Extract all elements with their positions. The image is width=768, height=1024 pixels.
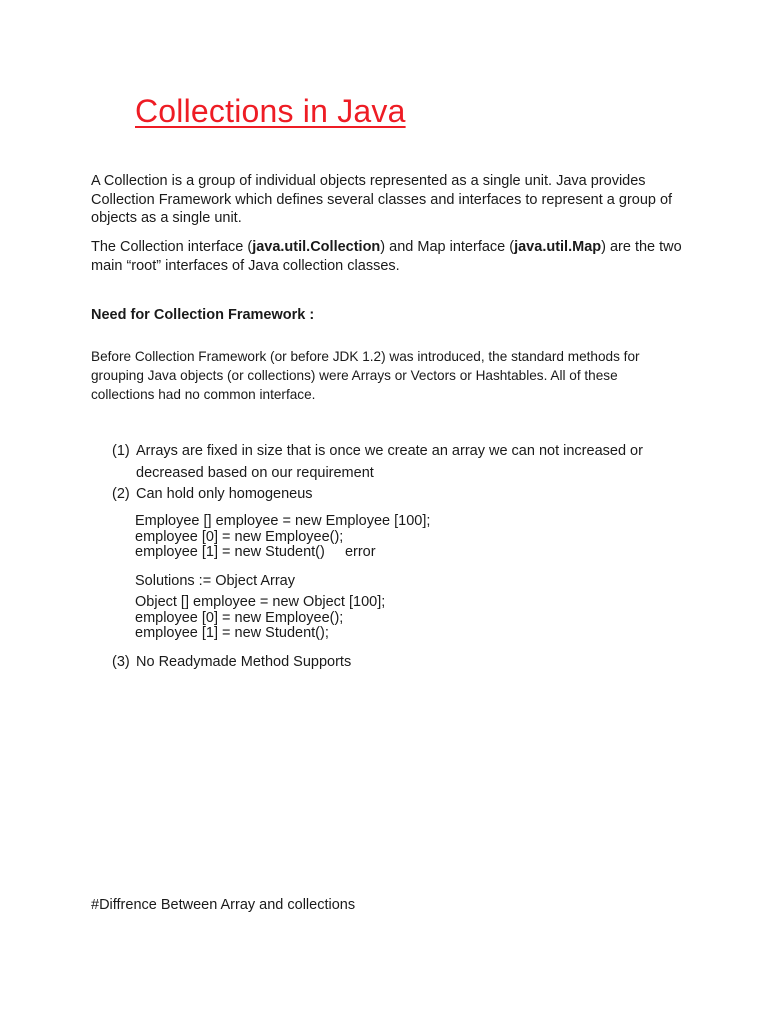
list-number: (1) — [112, 443, 130, 459]
collection-interface-name: java.util.Collection — [252, 239, 381, 255]
code-line: employee [1] = new Student(); — [135, 625, 329, 641]
page-title: Collections in Java — [135, 93, 406, 129]
map-interface-name: java.util.Map — [514, 239, 602, 255]
list-text: Arrays are fixed in size that is once we create an array we can not increased or decreased based on our requirement — [136, 443, 643, 481]
root-interfaces-paragraph — [91, 238, 691, 275]
list-text: Can hold only homogeneus — [136, 486, 313, 502]
intro-paragraph: A Collection is a group of individual objects represented as a single unit. Java provides Collection Framework which defines several classes and interfaces to represent a group of objects as a single unit. — [91, 173, 673, 226]
code-line: employee [0] = new Employee(); — [135, 609, 344, 626]
footer-heading: #Diffrence Between Array and collections — [91, 897, 356, 913]
code-line: Object [] employee = new Object [100]; — [135, 594, 386, 610]
code-example-object — [135, 595, 385, 642]
code-line: Employee [] employee = new Employee [100]; — [135, 513, 431, 529]
solutions-label: Solutions := Object Array — [135, 573, 295, 589]
need-paragraph: Before Collection Framework (or before JDK 1.2) was introduced, the standard methods for grouping Java objects (or collections) were Arrays or Vectors or Hashtables. All of these collections had no common interface. — [91, 349, 640, 402]
list-number: (2) — [112, 486, 130, 502]
p2-text-c: ) and Map interface ( — [380, 239, 515, 255]
need-heading: Need for Collection Framework : — [91, 307, 315, 323]
list-text: No Readymade Method Supports — [136, 654, 352, 670]
p2-text-e: ) are the two main “root” interfaces of Java collection classes. — [91, 239, 682, 274]
p2-text-a: The Collection interface ( — [91, 239, 253, 255]
code-example-employee — [135, 514, 430, 561]
code-line: employee [0] = new Employee(); — [135, 528, 344, 545]
code-line: employee [1] = new Student() error — [135, 544, 376, 560]
list-number: (3) — [112, 654, 130, 670]
